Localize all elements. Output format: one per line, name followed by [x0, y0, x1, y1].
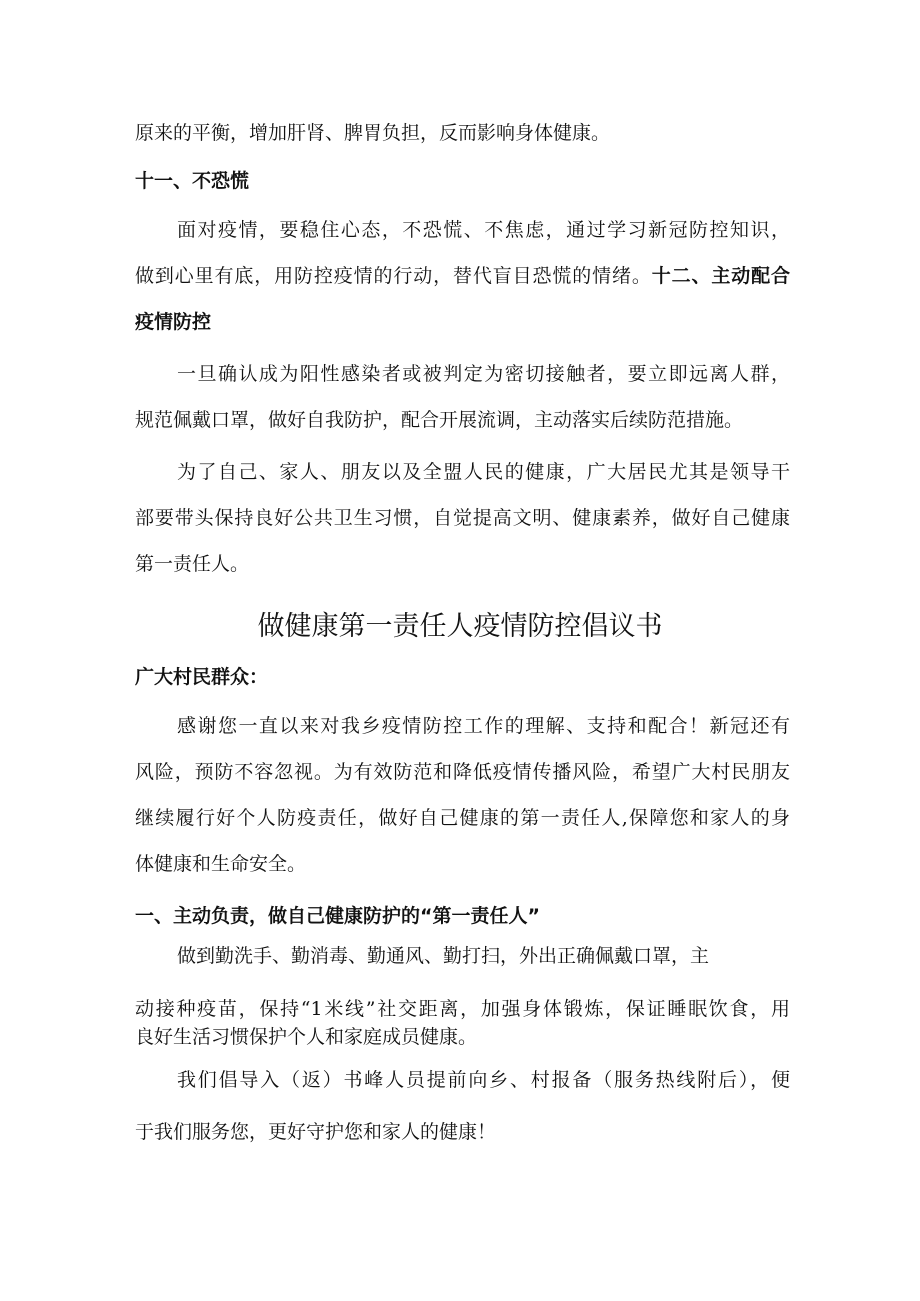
- document-title: 做健康第一责任人疫情防控倡议书: [257, 611, 663, 642]
- paragraph-continuation: [135, 110, 790, 156]
- paragraph-report: [135, 1057, 790, 1155]
- text-line: 我们倡导入（返）书峰人员提前向乡、村报备（服务热线附后），便: [177, 1069, 790, 1091]
- paragraph-intro: [135, 703, 790, 887]
- text-line: 体健康和生命安全。: [135, 853, 307, 875]
- paragraph-responsibility-cont: [135, 995, 790, 1051]
- paragraph-responsibility: [135, 933, 790, 979]
- section-heading-1: 一、主动负责，做自己健康防护的“第一责任人”: [135, 905, 540, 927]
- text-line: 规范佩戴口罩，做好自我防护，配合开展流调，主动落实后续防范措施。: [135, 409, 744, 431]
- section-heading-12: 十二、主动配合: [651, 265, 790, 287]
- text-line: 继续履行好个人防疫责任，做好自己健康的第一责任人,保障您和家人的身: [135, 807, 790, 829]
- text-line: 部要带头保持良好公共卫生习惯，自觉提高文明、健康素养，做好自己健康: [135, 507, 790, 529]
- text-line: 风险，预防不容忽视。为有效防范和降低疫情传播风险，希望广大村民朋友: [135, 761, 790, 783]
- text-line: 第一责任人。: [135, 553, 250, 575]
- section-heading-12-cont: 疫情防控: [135, 311, 212, 333]
- text-line: 感谢您一直以来对我乡疫情防控工作的理解、支持和配合！新冠还有: [177, 715, 790, 737]
- text-line: 为了自己、家人、朋友以及全盟人民的健康，广大居民尤其是领导干: [177, 461, 790, 483]
- paragraph-no-panic: [135, 207, 790, 345]
- text-line: 做到勤洗手、勤消毒、勤通风、勤打扫，外出正确佩戴口罩，主: [177, 945, 710, 967]
- paragraph-health: [135, 449, 790, 587]
- text-line: [135, 253, 790, 299]
- text-line: 面对疫情，要稳住心态，不恐慌、不焦虑，通过学习新冠防控知识，: [177, 219, 790, 241]
- text-line: 一旦确认成为阳性感染者或被判定为密切接触者，要立即远离人群，: [177, 363, 790, 385]
- text-line: 良好生活习惯保护个人和家庭成员健康。: [135, 1026, 478, 1048]
- text-line: 原来的平衡，增加肝肾、脾胃负担，反而影响身体健康。: [135, 122, 611, 144]
- text-line: 于我们服务您，更好守护您和家人的健康！: [135, 1121, 497, 1143]
- paragraph-cooperate: [135, 351, 790, 443]
- salutation: 广大村民群众：: [135, 666, 269, 688]
- text-line: 动接种疫苗，保持“1米线”社交距离，加强身体锻炼，保证睡眠饮食，用: [135, 998, 790, 1020]
- section-heading-11: 十一、不恐慌: [135, 170, 250, 192]
- text-run: 做到心里有底，用防控疫情的行动，替代盲目恐慌的情绪。: [135, 265, 652, 287]
